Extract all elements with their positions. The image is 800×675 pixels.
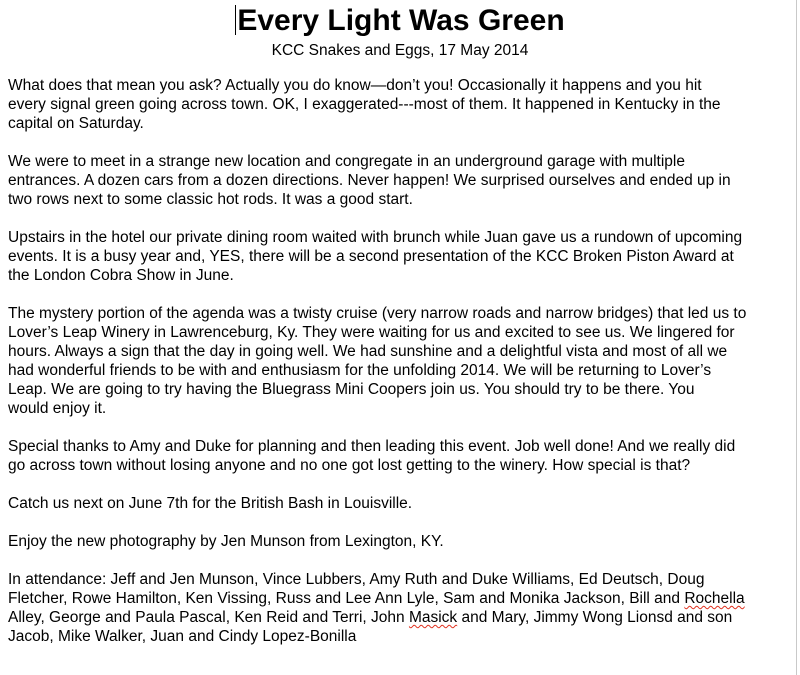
text-line[interactable]: the London Cobra Show in June. — [8, 267, 234, 284]
text-line[interactable]: two rows next to some classic hot rods. It was a good start. — [8, 191, 413, 208]
paragraph-4[interactable] — [8, 304, 798, 418]
document-title[interactable] — [0, 3, 800, 39]
paragraph-5[interactable] — [8, 437, 798, 475]
text-line[interactable]: What does that mean you ask? Actually you do know—don’t you! Occasionally it happens and you hit — [8, 77, 702, 94]
text-line[interactable]: Catch us next on June 7th for the British Bash in Louisville. — [8, 495, 413, 512]
text-segment[interactable]: Fletcher, Rowe Hamilton, Ken Vissing, Russ and Lee Ann Lyle, Sam and Monika Jackson, Bill and — [8, 590, 685, 607]
text-line[interactable]: Jacob, Mike Walker, Juan and Cindy Lopez-Bonilla — [8, 628, 357, 645]
text-line[interactable]: every signal green going across town. OK, I exaggerated---most of them. It happened in Kentucky in the — [8, 96, 721, 113]
text-line[interactable]: entrances. A dozen cars from a dozen directions. Never happen! We surprised ourselves and ended up in — [8, 172, 731, 189]
text-line[interactable] — [8, 589, 798, 608]
text-segment[interactable]: and Mary, Jimmy Wong Lionsd and son — [457, 609, 733, 626]
text-line[interactable]: would enjoy it. — [8, 400, 107, 417]
paragraph-7[interactable] — [8, 532, 798, 551]
paragraph-2[interactable] — [8, 152, 798, 209]
spellcheck-flagged-word[interactable]: Rochella — [684, 590, 745, 607]
text-line[interactable]: The mystery portion of the agenda was a twisty cruise (very narrow roads and narrow bridges) that led us to — [8, 305, 747, 322]
text-line[interactable]: capital on Saturday. — [8, 115, 144, 132]
text-line[interactable]: Upstairs in the hotel our private dining room waited with brunch while Juan gave us a rundown of upcoming — [8, 229, 743, 246]
paragraph-1[interactable] — [8, 76, 798, 133]
text-line[interactable]: hours. Always a sign that the day in going well. We had sunshine and a delightful vista and most of all we — [8, 343, 728, 360]
document-body[interactable] — [8, 76, 798, 665]
text-line[interactable]: go across town without losing anyone and no one got lost getting to the winery. How special is that? — [8, 457, 691, 474]
text-segment[interactable]: Alley, George and Paula Pascal, Ken Reid and Terri, John — [8, 609, 409, 626]
paragraph-6[interactable] — [8, 494, 798, 513]
text-line[interactable]: Enjoy the new photography by Jen Munson from Lexington, KY. — [8, 533, 444, 550]
text-line[interactable]: had wonderful friends to be with and enthusiasm for the unfolding 2014. We will be returning to Lover’s — [8, 362, 712, 379]
text-line[interactable]: In attendance: Jeff and Jen Munson, Vince Lubbers, Amy Ruth and Duke Williams, Ed Deutsch, Doug — [8, 571, 705, 588]
attendance-paragraph[interactable] — [8, 570, 798, 646]
text-line[interactable]: Lover’s Leap Winery in Lawrenceburg, Ky. They were waiting for us and excited to see us. We lingered for — [8, 324, 735, 341]
text-line[interactable]: Special thanks to Amy and Duke for planning and then leading this event. Job well done! And we really did — [8, 438, 736, 455]
document-subtitle[interactable]: KCC Snakes and Eggs, 17 May 2014 — [271, 42, 529, 59]
spellcheck-flagged-word[interactable]: Masick — [408, 609, 458, 626]
document-title-text[interactable]: Every Light Was Green — [237, 4, 565, 37]
text-line[interactable] — [8, 608, 798, 627]
text-line[interactable]: events. It is a busy year and, YES, there will be a second presentation of the KCC Broken Piston Award at — [8, 248, 734, 265]
paragraph-3[interactable] — [8, 228, 798, 285]
text-line[interactable]: Leap. We are going to try having the Bluegrass Mini Coopers join us. You should try to be there. You — [8, 381, 695, 398]
text-line[interactable]: We were to meet in a strange new location and congregate in an underground garage with multiple — [8, 153, 685, 170]
